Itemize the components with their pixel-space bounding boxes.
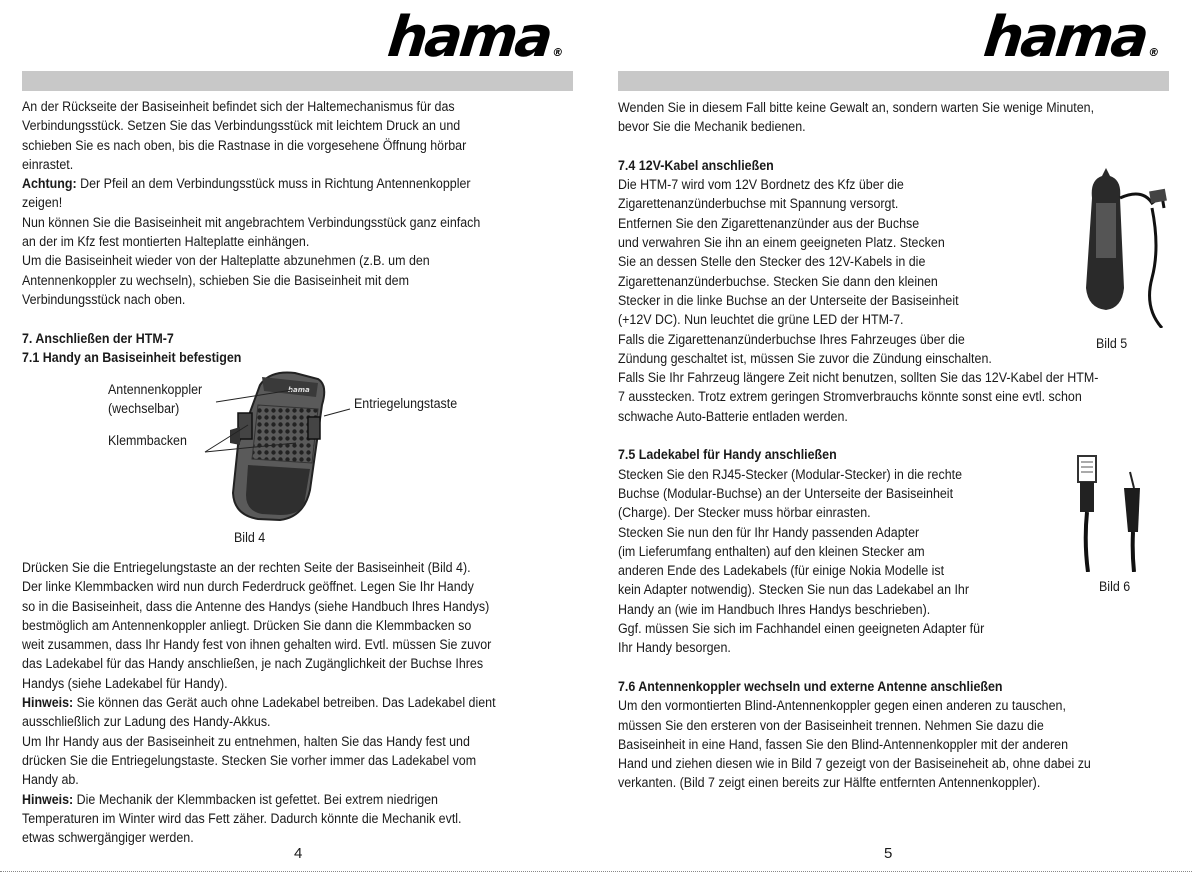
text-line: Falls die Zigarettenanzünderbuchse Ihres Fahrzeuges über die [618,331,965,347]
text-line: Nun können Sie die Basiseinheit mit angebrachtem Verbindungsstück ganz einfach [22,214,481,230]
hinweis-line: Hinweis: Sie können das Gerät auch ohne Ladekabel betreiben. Das Ladekabel dient [22,695,496,711]
section-heading-7-6: 7.6 Antennenkoppler wechseln und externe Antenne anschließen [618,678,1003,694]
charging-cable-illustration [1072,452,1172,572]
text-line: Zündung geschaltet ist, müssen Sie zuvor die Zündung einschalten. [618,350,992,366]
achtung-line: Achtung: Der Pfeil an dem Verbindungsstück muss in Richtung Antennenkoppler [22,176,471,192]
text-line: Stecker in die linke Buchse an der Unterseite der Basiseinheit [618,292,959,308]
text-line: Zigarettenanzünderbuchse. Stecken Sie dann den kleinen [618,273,938,289]
device-logo: hama [288,386,310,394]
text-line: schieben Sie es nach oben, bis die Rastnase in die vorgesehene Öffnung hörbar [22,137,467,153]
left-text-bottom [22,558,589,847]
text-line: Verbindungsstück. Setzen Sie das Verbindungsstück mit leichtem Druck an und [22,118,461,134]
text-line: und verwahren Sie ihn an einem geeigneten Platz. Stecken [618,235,945,251]
text-line: verkanten. (Bild 7 zeigt einen bereits zur Hälfte entfernten Antennenkoppler). [618,775,1041,791]
page-right [596,0,1192,874]
car-plug-illustration [1072,168,1172,328]
text-line: weit zusammen, dass Ihr Handy fest von ihnen gehalten wird. Evtl. müssen Sie zuvor [22,637,492,653]
text-line: Antennenkoppler zu wechseln), schieben Sie die Basiseinheit mit dem [22,272,409,288]
text-line: einrastet. [22,156,74,172]
text-line: an der im Kfz fest montierten Halteplatte einhängen. [22,234,310,250]
caption-bild-5: Bild 5 [1096,336,1128,351]
text-line: Ggf. müssen Sie sich im Fachhandel einen geeigneten Adapter für [618,621,985,637]
header-bar [22,71,573,91]
header-bar [618,71,1169,91]
text-line: ausschließlich zur Ladung des Handy-Akkus. [22,714,271,730]
text-line: Um Ihr Handy aus der Basiseinheit zu entnehmen, halten Sie das Handy fest und [22,733,470,749]
bottom-dotted-line [0,871,1192,872]
text-line: Buchse (Modular-Buchse) an der Unterseite der Basiseinheit [618,485,954,501]
text-line: bevor Sie die Mechanik bedienen. [618,119,806,135]
text-line: (+12V DC). Nun leuchtet die grüne LED der HTM-7. [618,312,904,328]
hama-logo: hama® [384,5,564,70]
text-line: Handys (siehe Ladekabel für Handy). [22,675,228,691]
section-heading-7-4: 7.4 12V-Kabel anschließen [618,157,774,173]
left-text-top [22,97,580,367]
text-line: Um die Basiseinheit wieder von der Halteplatte abzunehmen (z.B. um den [22,253,430,269]
text-line: bestmöglich am Antennenkoppler anliegt. Drücken Sie dann die Klemmbacken so [22,617,472,633]
text-line: Hand und ziehen diesen wie in Bild 7 gezeigt von der Basiseineheit ab, ohne dabei zu [618,756,1091,772]
text-line: anderen Ende des Ladekabels (für einige Nokia Modelle ist [618,563,945,579]
hama-logo: hama® [980,5,1160,70]
text-line: Basiseinheit in eine Hand, fassen Sie den Blind-Antennenkoppler mit der anderen [618,736,1069,752]
page-number-left: 4 [294,845,303,862]
hinweis-line: Hinweis: Die Mechanik der Klemmbacken ist gefettet. Bei extrem niedrigen [22,791,438,807]
text-line: zeigen! [22,195,63,211]
caption-bild-6: Bild 6 [1099,579,1131,594]
text-line: drücken Sie die Entriegelungstaste. Stecken Sie vorher immer das Ladekabel vom [22,752,477,768]
text-line: Stecken Sie den RJ45-Stecker (Modular-Stecker) in die rechte [618,466,963,482]
text-line: Drücken Sie die Entriegelungstaste an der rechten Seite der Basiseinheit (Bild 4). [22,560,471,575]
text-line: (Charge). Der Stecker muss hörbar einrasten. [618,505,871,521]
leader-lines [200,385,360,465]
text-line: 7 ausstecken. Trotz extrem geringen Stromverbrauchs könnte sonst eine evtl. schon [618,389,1082,405]
text-line: Sie an dessen Stelle den Stecker des 12V-Kabels in die [618,254,926,270]
text-line: Der linke Klemmbacken wird nun durch Federdruck geöffnet. Legen Sie Ihr Handy [22,579,474,595]
text-line: An der Rückseite der Basiseinheit befindet sich der Haltemechanismus für das [22,99,455,114]
text-line: Handy ab. [22,772,79,788]
text-line: Ihr Handy besorgen. [618,640,731,656]
text-line: etwas schwergängiger werden. [22,830,194,846]
text-line: müssen Sie den ersteren von der Basiseinheit trennen. Nehmen Sie dazu die [618,717,1044,733]
text-line: Die HTM-7 wird vom 12V Bordnetz des Kfz über die [618,177,904,193]
label-klemmbacken: Klemmbacken [108,433,187,448]
text-line: Falls Sie Ihr Fahrzeug längere Zeit nicht benutzen, sollten Sie das 12V-Kabel der HTM- [618,370,1099,386]
text-line: Stecken Sie nun den für Ihr Handy passenden Adapter [618,524,920,540]
page-number-right: 5 [884,845,893,862]
text-line: Zigarettenanzünderbuchse mit Spannung versorgt. [618,196,899,212]
text-line: Um den vormontierten Blind-Antennenkoppler gegen einen anderen zu tauschen, [618,698,1066,714]
section-heading-7-1: 7.1 Handy an Basiseinheit befestigen [22,349,242,365]
label-wechselbar: (wechselbar) [108,401,180,416]
text-line: das Ladekabel für das Handy anschließen, je nach Zugänglichkeit der Buchse Ihres [22,656,484,672]
label-antennenkoppler: Antennenkoppler [108,382,203,397]
text-line: Wenden Sie in diesem Fall bitte keine Gewalt an, sondern warten Sie wenige Minuten, [618,100,1095,115]
caption-bild-4: Bild 4 [234,530,266,545]
section-heading-7-5: 7.5 Ladekabel für Handy anschließen [618,447,837,463]
section-heading-7: 7. Anschließen der HTM-7 [22,330,174,346]
text-line: so in die Basiseinheit, dass die Antenne des Handys (siehe Handbuch Ihres Handys) [22,598,490,614]
text-line: (im Lieferumfang enthalten) auf den kleinen Stecker am [618,543,925,559]
text-line: Verbindungsstück nach oben. [22,291,186,307]
text-line: schwache Auto-Batterie entladen werden. [618,408,848,424]
text-line: Entfernen Sie den Zigarettenanzünder aus der Buchse [618,215,920,231]
text-line: Temperaturen im Winter wird das Fett zäher. Dadurch könnte die Mechanik evtl. [22,810,462,826]
text-line: kein Adapter notwendig). Stecken Sie nun das Ladekabel an Ihr [618,582,970,598]
label-entriegelungstaste: Entriegelungstaste [354,396,458,411]
text-line: Handy an (wie im Handbuch Ihres Handys beschrieben). [618,601,931,617]
